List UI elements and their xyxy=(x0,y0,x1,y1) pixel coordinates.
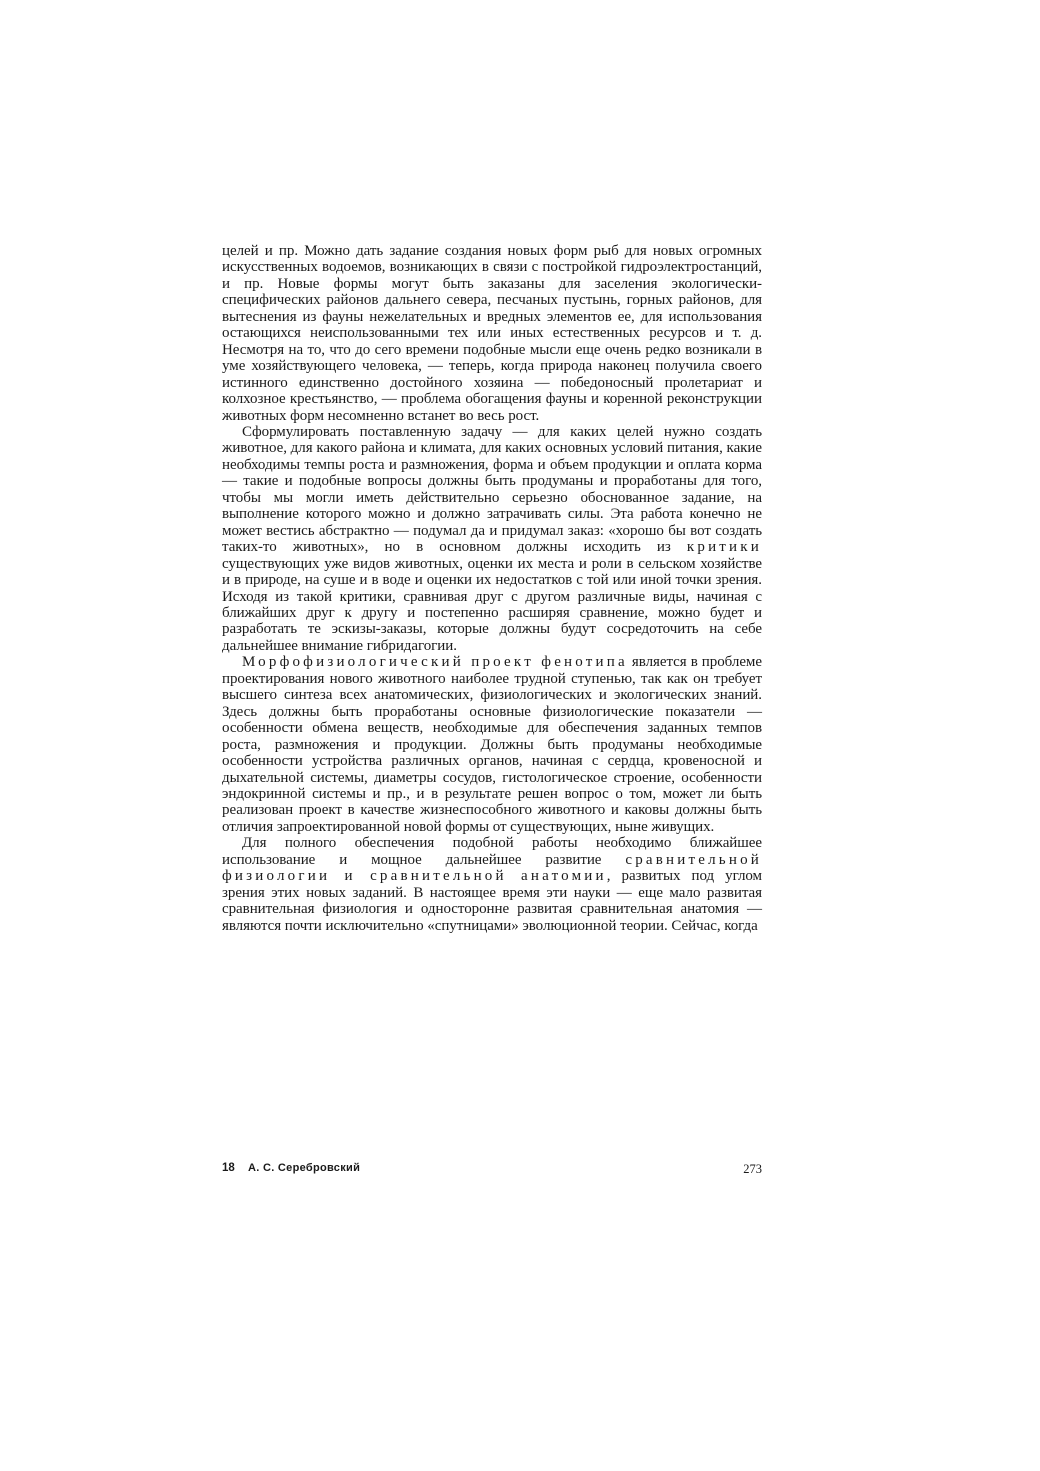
paragraph-3-part-2: является в проблеме проектирования нового животного наиболее трудной ступенью, так как он требует высшего синтеза всех анатомических, физиологических и экологических знаний. Здесь должны быть проработаны основные физиологические показатели — особенности обмена веществ, необходимые для обеспечения заданных темпов роста, размножения и продукции. Должны быть продуманы необходимые особенности устройства различных органов, начиная с сердца, кровеносной и дыхательной системы, диаметры сосудов, гистологическое строение, особенности эндокринной системы и пр., и в результате решен вопрос о том, может ли быть реализован проект в качестве жизнеспособного животного и каковы должны быть отличия запроектированной новой формы от существующих, ныне живущих. xyxy=(222,654,762,835)
paragraph-1 xyxy=(222,243,762,424)
paragraph-1-part-1: целей и пр. Можно дать задание создания новых форм рыб для новых огромных искусственных водоемов, возникающих в связи с постройкой гидроэлектростанций, и пр. Новые формы могут быть заказаны для заселения экологически-специфических районов дальнего севера, песчаных пустынь, горных районов, для вытеснения из фауны нежелательных и вредных элементов ее, для использования остающихся неиспользованными тех или иных естественных ресурсов и т. д. Несмотря на то, что до сего времени подобные мысли еще очень редко возникали в уме хозяйствующего человека, — теперь, когда природа наконец получила своего истинного единственно достойного хозяина — победоносный пролетариат и колхозное крестьянство, — проблема обогащения фауны и коренной реконструкции животных форм несомненно встанет во весь рост. xyxy=(222,243,762,424)
footer-author: А. С. Серебровский xyxy=(248,1162,361,1174)
signature-mark: 18 xyxy=(222,1162,235,1174)
paragraph-2-part-1: Сформулировать поставленную задачу — для каких целей нужно создать животное, для какого района и климата, для каких основных условий питания, какие необходимы темпы роста и размножения, форма и объем продукции и оплата корма — такие и подобные вопросы должны быть продуманы и проработаны для того, чтобы мы могли иметь действительно серьезно обоснованное задание, на выполнение которого можно и должно затрачивать силы. Эта работа конечно не может вестись абстрактно — подумал да и придумал заказ: «хорошо бы вот создать таких-то животных», но в основном должны исходить из xyxy=(222,423,762,556)
emphasis-morphophysiological-project: Морфофизиологический проект фенотипа xyxy=(242,654,628,671)
body-text xyxy=(222,243,762,934)
paragraph-4-part-1: Для полного обеспечения подобной работы необходимо ближайшее использование и мощное дальнейшее развитие xyxy=(222,835,762,868)
emphasis-critique: критики xyxy=(686,539,762,556)
paragraph-4 xyxy=(222,835,762,934)
emphasis-comparative-sciences: сравнительной физиологии и сравнительной анатомии xyxy=(222,851,762,885)
paragraph-3 xyxy=(222,654,762,835)
paragraph-4-part-3: , развитых под углом зрения этих новых заданий. В настоящее время эти науки — еще мало развитая сравнительная физиология и односторонне развитая сравнительная анатомия — являются почти исключительно «спутницами» эволюционной теории. Сейчас, когда xyxy=(222,868,763,934)
paragraph-2-part-3: существующих уже видов животных, оценки их места и роли в сельском хозяйстве и в природе, на суше и в воде и оценки их недостатков с той или иной точки зрения. Исходя из такой критики, сравнивая друг с другом различные виды, начиная с ближайших друг к другу и постепенно расширяя сравнение, можно будет и разработать те эскизы-заказы, которые должны будут сосредоточить на себе дальнейшее внимание гибридагогии. xyxy=(222,555,762,654)
page-footer xyxy=(222,1162,762,1182)
paragraph-2 xyxy=(222,424,762,654)
page-number: 273 xyxy=(743,1162,762,1176)
